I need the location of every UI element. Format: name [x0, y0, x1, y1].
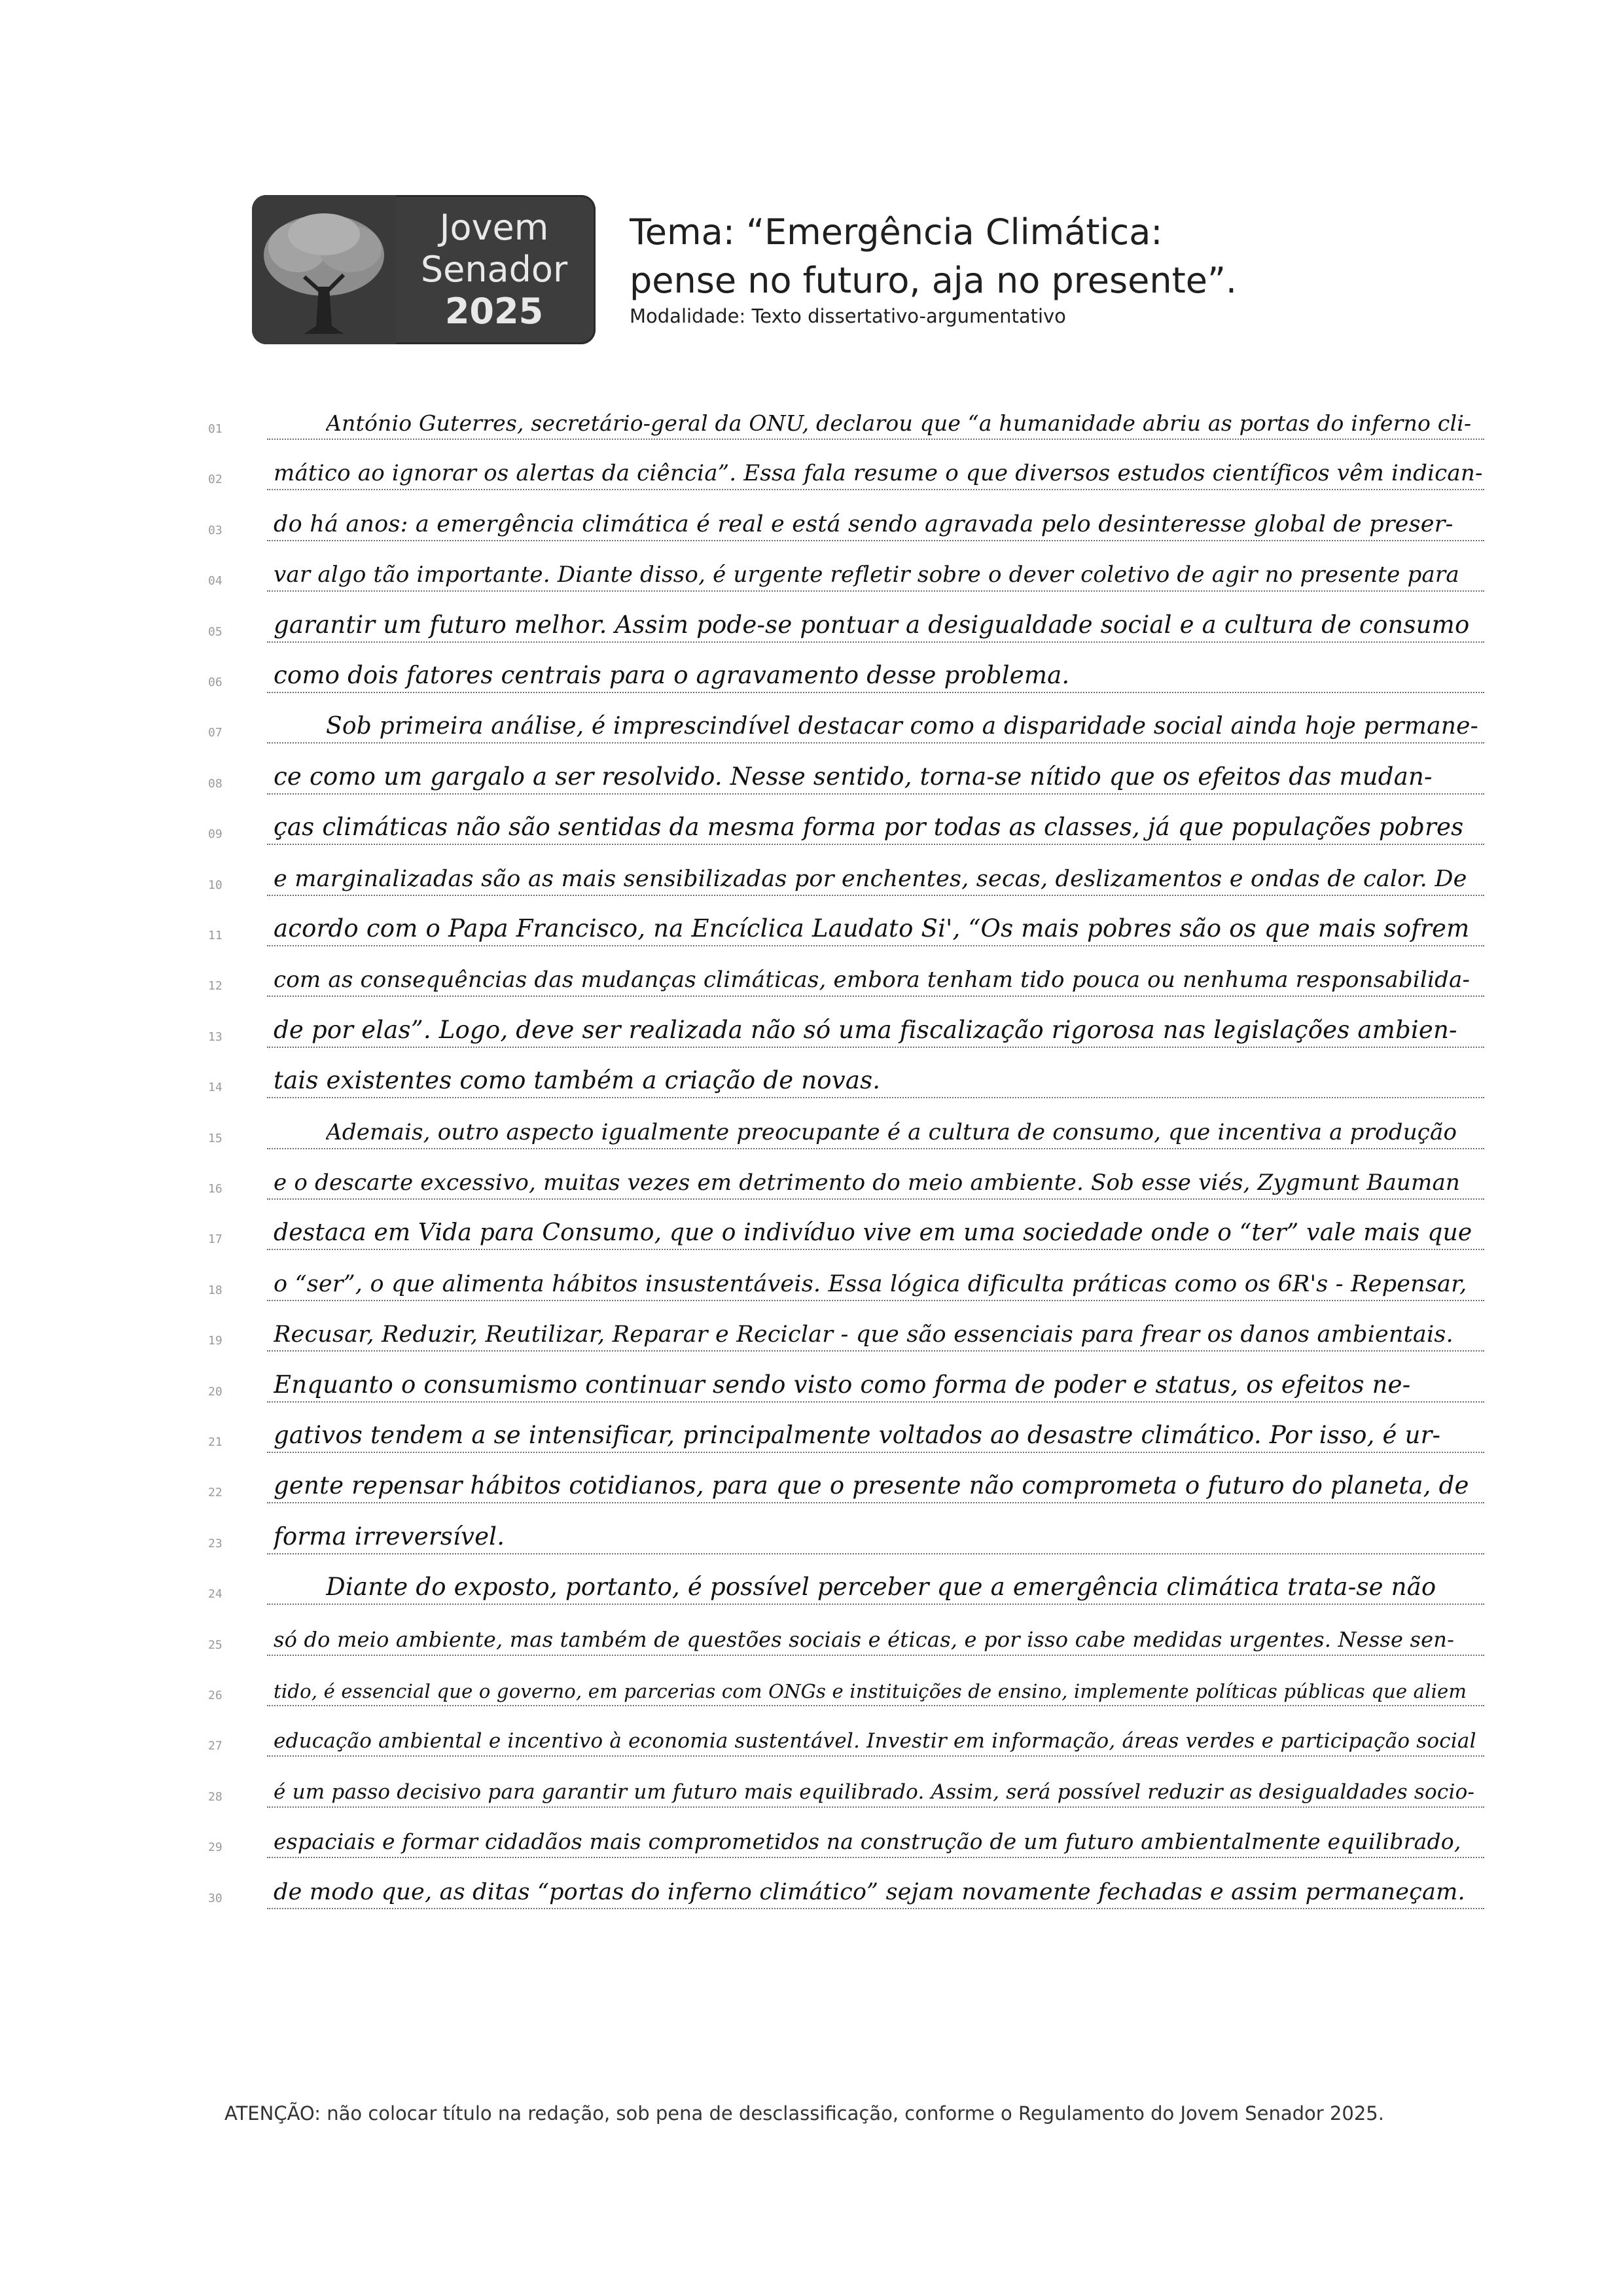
handwritten-text: tais existentes como também a criação de novas. [274, 1066, 881, 1095]
line-number: 11 [208, 929, 223, 942]
line-rule [267, 1705, 1484, 1706]
essay-line [208, 1354, 1484, 1403]
handwritten-text: ce como um gargalo a ser resolvido. Nesse sentido, torna-se nítido que os efeitos das mudan- [274, 762, 1433, 791]
essay-line [208, 543, 1484, 592]
line-number: 17 [208, 1232, 223, 1247]
line-rule [267, 590, 1484, 592]
line-number: 23 [208, 1536, 223, 1551]
handwritten-text: gente repensar hábitos cotidianos, para que o presente não comprometa o futuro do planeta, de [274, 1471, 1469, 1500]
line-number: 09 [208, 827, 223, 842]
handwritten-text: e marginalizadas são as mais sensibilizadas por enchentes, secas, deslizamentos e ondas de calor. De [274, 865, 1467, 892]
line-rule [267, 793, 1484, 795]
warning-label: ATENÇÃO: [224, 2102, 321, 2125]
line-rule [267, 1502, 1484, 1503]
logo-line2: Senador [420, 249, 568, 290]
line-rule [267, 844, 1484, 845]
essay-line [208, 391, 1484, 440]
line-number: 25 [208, 1638, 223, 1652]
line-rule [267, 1401, 1484, 1403]
essay-line [208, 948, 1484, 997]
handwritten-text: espaciais e formar cidadãos mais comprometidos na construção de um futuro ambientalmente equilibrado, [274, 1829, 1461, 1855]
modality-label: Modalidade: Texto dissertativo-argumentativo [630, 305, 1066, 327]
line-number: 10 [208, 878, 223, 892]
handwritten-text: forma irreversível. [274, 1522, 505, 1551]
line-number: 07 [208, 726, 223, 740]
essay-line [208, 999, 1484, 1048]
line-number: 16 [208, 1182, 223, 1196]
line-number: 21 [208, 1435, 223, 1449]
line-rule [267, 1806, 1484, 1808]
line-number: 08 [208, 776, 223, 791]
line-rule [267, 895, 1484, 896]
line-rule [267, 1655, 1484, 1656]
theme-line1: Tema: “Emergência Climática: [630, 211, 1163, 253]
handwritten-text: do há anos: a emergência climática é real e está sendo agravada pelo desinteresse global de preser- [274, 511, 1454, 537]
handwritten-text: é um passo decisivo para garantir um futuro mais equilibrado. Assim, será possível reduzir as desigualdades socio- [274, 1780, 1475, 1804]
line-number: 18 [208, 1283, 223, 1297]
line-number: 12 [208, 979, 223, 994]
line-rule [267, 1249, 1484, 1250]
essay-line [208, 1303, 1484, 1352]
line-number: 27 [208, 1739, 223, 1753]
line-number: 03 [208, 523, 223, 537]
line-number: 04 [208, 574, 223, 588]
essay-line [208, 1151, 1484, 1200]
line-rule [267, 1097, 1484, 1098]
essay-line [208, 594, 1484, 643]
line-rule [267, 1350, 1484, 1352]
essay-line [208, 797, 1484, 845]
logo-line1: Jovem [439, 207, 549, 248]
handwritten-text: de modo que, as ditas “portas do inferno climático” sejam novamente fechadas e assim permaneçam. [274, 1878, 1465, 1905]
handwritten-text: ças climáticas não são sentidas da mesma forma por todas as classes, já que populações pobres [274, 813, 1464, 842]
handwritten-text: com as consequências das mudanças climáticas, embora tenham tido pouca ou nenhuma responsabilida- [274, 967, 1471, 994]
line-number: 22 [208, 1486, 223, 1500]
handwritten-text: Enquanto o consumismo continuar sendo visto como forma de poder e status, os efeitos ne- [274, 1370, 1411, 1399]
line-rule [267, 540, 1484, 541]
essay-line [208, 1708, 1484, 1757]
handwritten-text: educação ambiental e incentivo à economia sustentável. Investir em informação, áreas verdes e participação social [274, 1729, 1476, 1753]
handwritten-text: Sob primeira análise, é imprescindível destacar como a disparidade social ainda hoje permane- [326, 713, 1479, 740]
line-number: 26 [208, 1689, 223, 1702]
line-rule [267, 742, 1484, 744]
handwritten-text: Ademais, outro aspecto igualmente preocupante é a cultura de consumo, que incentiva a produção [326, 1119, 1457, 1145]
line-number: 30 [208, 1891, 223, 1905]
handwritten-text: Diante do exposto, portanto, é possível perceber que a emergência climática trata-se não [326, 1573, 1436, 1602]
handwritten-text: garantir um futuro melhor. Assim pode-se pontuar a desigualdade social e a cultura de consumo [274, 610, 1470, 639]
essay-line [208, 1101, 1484, 1149]
essay-line [208, 1455, 1484, 1503]
handwritten-text: var algo tão importante. Diante disso, é urgente refletir sobre o dever coletivo de agir no presente para [274, 562, 1459, 588]
line-rule [267, 945, 1484, 946]
essay-line [208, 1810, 1484, 1858]
essay-line [208, 1050, 1484, 1098]
essay-line [208, 1253, 1484, 1301]
handwritten-text: António Guterres, secretário-geral da ONU, declarou que “a humanidade abriu as portas do inferno cli- [326, 410, 1472, 436]
line-rule [267, 1908, 1484, 1909]
line-number: 06 [208, 675, 223, 689]
line-number: 28 [208, 1789, 223, 1804]
essay-line [208, 1861, 1484, 1909]
handwritten-text: e o descarte excessivo, muitas vezes em detrimento do meio ambiente. Sob esse viés, Zygmunt Bauman [274, 1170, 1461, 1196]
line-number: 02 [208, 473, 223, 487]
line-rule [267, 641, 1484, 643]
line-rule [267, 1452, 1484, 1453]
essay-line [208, 442, 1484, 490]
line-rule [267, 1604, 1484, 1605]
essay-line [208, 1607, 1484, 1656]
handwritten-text: acordo com o Papa Francisco, na Encíclica Laudato Si', “Os mais pobres são os que mais sofrem [274, 914, 1470, 942]
essay-line [208, 695, 1484, 744]
handwritten-text: destaca em Vida para Consumo, que o indivíduo vive em uma sociedade onde o “ter” vale mais que [274, 1219, 1472, 1247]
line-rule [267, 1300, 1484, 1301]
handwritten-text: o “ser”, o que alimenta hábitos insustentáveis. Essa lógica dificulta práticas como os 6R's - Repensar, [274, 1270, 1467, 1297]
essay-line [208, 898, 1484, 946]
handwritten-text: tido, é essencial que o governo, em parcerias com ONGs e instituições de ensino, implemente políticas públicas que aliem [274, 1680, 1467, 1702]
line-number: 01 [208, 422, 223, 436]
essay-line [208, 1759, 1484, 1808]
warning-note [224, 2102, 1384, 2125]
line-rule [267, 1553, 1484, 1554]
warning-text: não colocar título na redação, sob pena de desclassificação, conforme o Regulamento do Jovem Senador 2025. [320, 2102, 1384, 2125]
line-rule [267, 1148, 1484, 1149]
line-number: 24 [208, 1587, 223, 1602]
line-number: 29 [208, 1840, 223, 1855]
essay-line [208, 1556, 1484, 1605]
handwritten-text: gativos tendem a se intensificar, principalmente voltados ao desastre climático. Por isso, é ur- [274, 1421, 1441, 1449]
handwritten-text: mático ao ignorar os alertas da ciência”. Essa fala resume o que diversos estudos científicos vêm indican- [274, 460, 1483, 487]
line-number: 15 [208, 1131, 223, 1145]
handwritten-text: só do meio ambiente, mas também de questões sociais e éticas, e por isso cabe medidas urgentes. Nesse sen- [274, 1626, 1455, 1652]
line-rule [267, 1047, 1484, 1048]
line-rule [267, 1198, 1484, 1200]
line-number: 05 [208, 624, 223, 639]
line-number: 19 [208, 1334, 223, 1348]
line-rule [267, 996, 1484, 997]
essay-line [208, 746, 1484, 795]
theme-line2: pense no futuro, aja no presente”. [630, 260, 1238, 301]
essay-line [208, 1202, 1484, 1250]
handwritten-text: como dois fatores centrais para o agravamento desse problema. [274, 661, 1070, 689]
line-rule [267, 1755, 1484, 1757]
line-rule [267, 439, 1484, 440]
line-number: 14 [208, 1081, 223, 1095]
essay-line [208, 493, 1484, 541]
essay-line [208, 1405, 1484, 1453]
line-number: 13 [208, 1030, 223, 1044]
line-rule [267, 1857, 1484, 1858]
line-rule [267, 489, 1484, 490]
essay-line [208, 848, 1484, 896]
essay-line [208, 1658, 1484, 1706]
essay-line [208, 645, 1484, 693]
essay-line [208, 1506, 1484, 1554]
handwritten-text: Recusar, Reduzir, Reutilizar, Reparar e Reciclar - que são essenciais para frear os danos ambientais. [274, 1321, 1454, 1348]
logo-year: 2025 [444, 291, 544, 332]
line-rule [267, 692, 1484, 693]
handwritten-text: de por elas”. Logo, deve ser realizada não só uma fiscalização rigorosa nas legislações ambien- [274, 1015, 1457, 1044]
line-number: 20 [208, 1384, 223, 1399]
